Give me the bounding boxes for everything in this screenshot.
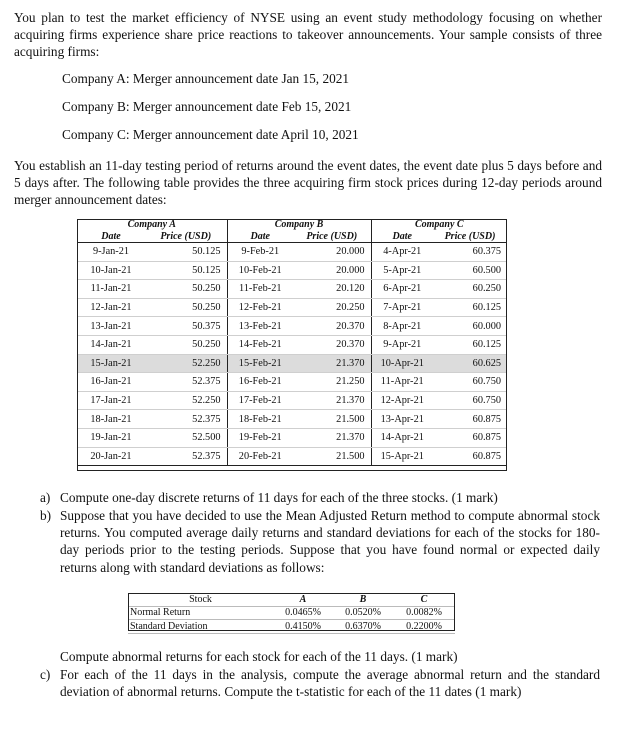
- question-a: [40, 489, 600, 506]
- cell-date-b: 18-Feb-21: [227, 410, 293, 429]
- price-table-body: [77, 219, 507, 466]
- cell-price-b: 21.500: [293, 410, 371, 429]
- cell-date-c: 10-Apr-21: [371, 354, 433, 373]
- price-table-row: [77, 373, 507, 392]
- price-table: [77, 219, 507, 466]
- cell-price-b: 21.370: [293, 428, 371, 447]
- group-header-a: Company A: [77, 219, 227, 230]
- cell-price-c: 60.875: [433, 428, 507, 447]
- question-b-followup: [40, 648, 600, 665]
- stats-value: 0.0082%: [393, 606, 455, 620]
- cell-price-c: 60.125: [433, 335, 507, 354]
- stats-header-stock: Stock: [128, 593, 273, 606]
- cell-price-c: 60.750: [433, 373, 507, 392]
- cell-date-c: 8-Apr-21: [371, 317, 433, 336]
- cell-date-b: 9-Feb-21: [227, 243, 293, 262]
- question-b: [40, 507, 600, 576]
- price-table-row: [77, 298, 507, 317]
- price-table-row: [77, 261, 507, 280]
- cell-date-b: 11-Feb-21: [227, 280, 293, 299]
- cell-date-c: 11-Apr-21: [371, 373, 433, 392]
- price-table-row: [77, 447, 507, 466]
- stats-label: Standard Deviation: [128, 620, 273, 634]
- stats-table: [128, 593, 455, 634]
- stats-value: 0.2200%: [393, 620, 455, 634]
- cell-date-c: 4-Apr-21: [371, 243, 433, 262]
- cell-price-c: 60.000: [433, 317, 507, 336]
- cell-price-a: 50.125: [145, 243, 227, 262]
- cell-price-b: 20.000: [293, 261, 371, 280]
- stats-value: 0.0465%: [273, 606, 333, 620]
- company-a-line: Company A: Merger announcement date Jan 15, 2021: [62, 71, 350, 86]
- price-table-row: [77, 410, 507, 429]
- cell-price-c: 60.750: [433, 391, 507, 410]
- cell-price-c: 60.500: [433, 261, 507, 280]
- cell-date-b: 19-Feb-21: [227, 428, 293, 447]
- cell-price-a: 50.250: [145, 335, 227, 354]
- cell-date-a: 20-Jan-21: [77, 447, 145, 466]
- cell-price-a: 50.250: [145, 280, 227, 299]
- company-c-line: Company C: Merger announcement date April 10, 2021: [62, 127, 359, 142]
- col-header-date-b: Date: [227, 230, 293, 243]
- cell-date-a: 18-Jan-21: [77, 410, 145, 429]
- cell-date-a: 10-Jan-21: [77, 261, 145, 280]
- cell-date-b: 14-Feb-21: [227, 335, 293, 354]
- stats-row-standard-deviation: [128, 620, 455, 634]
- group-header-c: Company C: [414, 219, 464, 230]
- cell-date-b: 13-Feb-21: [227, 317, 293, 336]
- cell-date-c: 9-Apr-21: [371, 335, 433, 354]
- group-header-b: Company B: [227, 219, 371, 230]
- stats-header-c: C: [393, 593, 455, 606]
- stats-header-b: B: [333, 593, 393, 606]
- cell-price-c: 60.625: [433, 354, 507, 373]
- cell-price-c: 60.875: [433, 410, 507, 429]
- cell-price-a: 52.375: [145, 410, 227, 429]
- price-table-row: [77, 317, 507, 336]
- cell-date-b: 12-Feb-21: [227, 298, 293, 317]
- col-header-price-b: Price (USD): [293, 230, 371, 243]
- question-a-text: Compute one-day discrete returns of 11 days for each of the three stocks. (1 mark): [60, 490, 498, 505]
- cell-date-b: 15-Feb-21: [227, 354, 293, 373]
- cell-price-b: 20.250: [293, 298, 371, 317]
- cell-date-c: 7-Apr-21: [371, 298, 433, 317]
- cell-date-a: 12-Jan-21: [77, 298, 145, 317]
- cell-price-a: 52.375: [145, 447, 227, 466]
- price-table-row: [77, 391, 507, 410]
- cell-price-c: 60.125: [433, 298, 507, 317]
- cell-price-a: 52.250: [145, 354, 227, 373]
- cell-date-a: 17-Jan-21: [77, 391, 145, 410]
- cell-date-a: 19-Jan-21: [77, 428, 145, 447]
- price-table-row: [77, 243, 507, 262]
- cell-date-b: 10-Feb-21: [227, 261, 293, 280]
- cell-date-a: 11-Jan-21: [77, 280, 145, 299]
- cell-date-b: 17-Feb-21: [227, 391, 293, 410]
- cell-price-a: 52.500: [145, 428, 227, 447]
- company-b-line: Company B: Merger announcement date Feb 15, 2021: [62, 99, 352, 114]
- column-header-row: [77, 230, 507, 243]
- intro-paragraph: You plan to test the market efficiency of NYSE using an event study methodology focusing on whether acquiring firms experience share price reactions to takeover announcements. Your sample consists of three acquiring firms:: [14, 10, 602, 60]
- cell-price-c: 60.250: [433, 280, 507, 299]
- cell-price-a: 52.375: [145, 373, 227, 392]
- cell-date-c: 12-Apr-21: [371, 391, 433, 410]
- cell-date-a: 9-Jan-21: [77, 243, 145, 262]
- cell-price-b: 20.000: [293, 243, 371, 262]
- stats-label: Normal Return: [128, 606, 273, 620]
- cell-price-c: 60.375: [433, 243, 507, 262]
- cell-date-c: 13-Apr-21: [371, 410, 433, 429]
- col-header-price-a: Price (USD): [145, 230, 227, 243]
- price-table-row: [77, 280, 507, 299]
- price-table-row: [77, 354, 507, 373]
- question-c-label: c): [40, 667, 51, 682]
- cell-date-c: 6-Apr-21: [371, 280, 433, 299]
- cell-price-a: 50.125: [145, 261, 227, 280]
- cell-date-a: 14-Jan-21: [77, 335, 145, 354]
- cell-price-b: 21.250: [293, 373, 371, 392]
- cell-date-a: 15-Jan-21: [77, 354, 145, 373]
- cell-date-a: 13-Jan-21: [77, 317, 145, 336]
- cell-price-b: 20.120: [293, 280, 371, 299]
- cell-price-c: 60.875: [433, 447, 507, 466]
- cell-date-c: 14-Apr-21: [371, 428, 433, 447]
- question-a-label: a): [40, 490, 51, 505]
- stats-value: 0.0520%: [333, 606, 393, 620]
- cell-date-b: 16-Feb-21: [227, 373, 293, 392]
- cell-price-b: 20.370: [293, 317, 371, 336]
- question-b-followup-text: Compute abnormal returns for each stock for each of the 11 days. (1 mark): [60, 649, 458, 664]
- stats-value: 0.4150%: [273, 620, 333, 634]
- cell-price-a: 50.375: [145, 317, 227, 336]
- cell-date-c: 15-Apr-21: [371, 447, 433, 466]
- question-c-text: For each of the 11 days in the analysis, compute the average abnormal return and the standard deviation of abnormal returns. Compute the t-statistic for each of the 11 dates (1 mark): [60, 667, 600, 700]
- cell-price-a: 50.250: [145, 298, 227, 317]
- cell-date-c: 5-Apr-21: [371, 261, 433, 280]
- setup-paragraph: You establish an 11-day testing period of returns around the event dates, the event date plus 5 days before and 5 days after. The following table provides the three acquiring firm stock prices during 12-day periods around merger announcement dates:: [14, 158, 602, 208]
- cell-date-b: 20-Feb-21: [227, 447, 293, 466]
- stats-header-a: A: [273, 593, 333, 606]
- col-header-price-c: Price (USD): [433, 230, 507, 243]
- cell-price-a: 52.250: [145, 391, 227, 410]
- question-c: [40, 666, 600, 700]
- col-header-date-c: Date: [371, 230, 433, 243]
- cell-price-b: 20.370: [293, 335, 371, 354]
- cell-price-b: 21.370: [293, 354, 371, 373]
- cell-date-a: 16-Jan-21: [77, 373, 145, 392]
- cell-price-b: 21.500: [293, 447, 371, 466]
- stats-header-row: [128, 593, 455, 606]
- price-table-row: [77, 335, 507, 354]
- stats-row-normal-return: [128, 606, 455, 620]
- question-b-label: b): [40, 508, 52, 523]
- price-table-row: [77, 428, 507, 447]
- stats-value: 0.6370%: [333, 620, 393, 634]
- cell-price-b: 21.370: [293, 391, 371, 410]
- col-header-date-a: Date: [77, 230, 145, 243]
- question-b-text: Suppose that you have decided to use the Mean Adjusted Return method to compute abnormal stock returns. You computed average daily returns and standard deviations for each of the stocks for 180-day periods prior to the testing periods. Suppose that you have found normal or expected daily returns along with standard deviations as follows:: [60, 508, 600, 575]
- group-header-row: [77, 219, 507, 230]
